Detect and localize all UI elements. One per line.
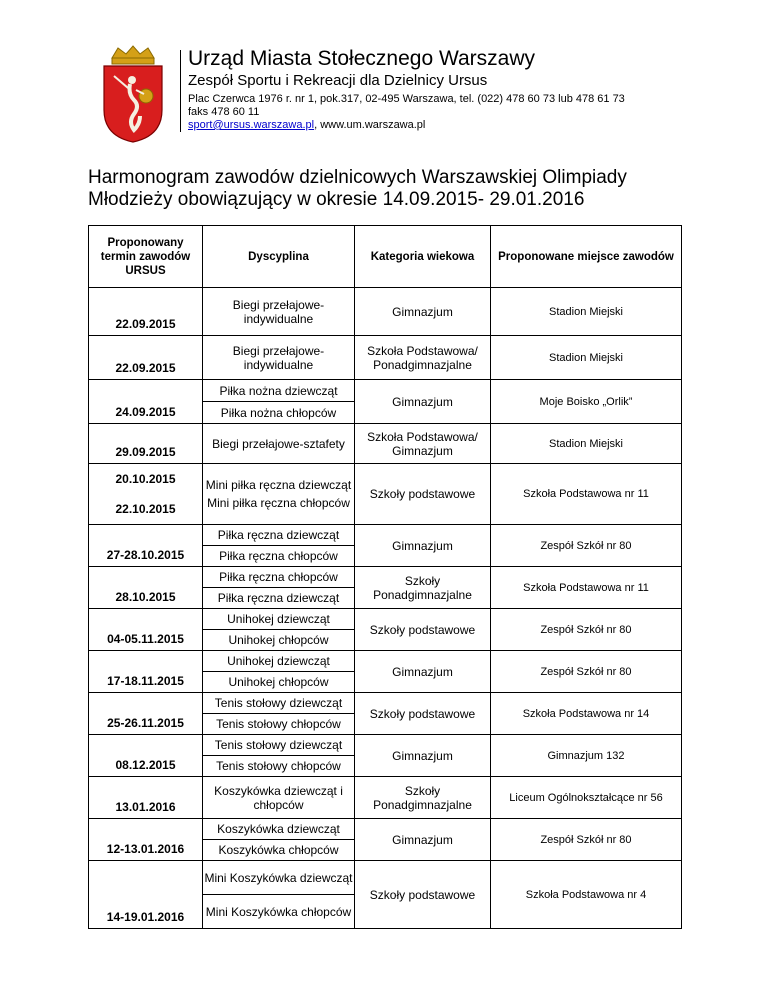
row-category: Gimnazjum [355, 819, 491, 861]
row-date: 29.09.2015 [89, 424, 203, 464]
email-link[interactable]: sport@ursus.warszawa.pl [188, 119, 315, 131]
row-discipline: Tenis stołowy chłopców [203, 714, 355, 735]
website-text: , www.um.warszawa.pl [314, 119, 426, 131]
row-date: 24.09.2015 [89, 380, 203, 424]
row-discipline: Unihokej dziewcząt [203, 609, 355, 630]
row-date-1: 20.10.2015 [115, 472, 176, 486]
org-fax: faks 478 60 11 [188, 106, 260, 118]
row-discipline: Tenis stołowy chłopców [203, 756, 355, 777]
row-date: 28.10.2015 [89, 567, 203, 609]
row-place: Stadion Miejski [491, 424, 682, 464]
table-row [89, 609, 682, 630]
title-line-2: Młodzieży obowiązujący w okresie 14.09.2015- 29.01.2016 [88, 189, 585, 210]
row-category: Szkoły Ponadgimnazjalne [355, 777, 491, 819]
row-category: Szkoły podstawowe [355, 861, 491, 929]
row-discipline [203, 464, 355, 525]
row-date: 27-28.10.2015 [89, 525, 203, 567]
row-discipline: Koszykówka chłopców [203, 840, 355, 861]
row-discipline: Piłka nożna chłopców [203, 402, 355, 424]
table-row [89, 777, 682, 819]
row-place: Stadion Miejski [491, 288, 682, 336]
table-row [89, 693, 682, 714]
row-date: 12-13.01.2016 [89, 819, 203, 861]
col-header-term: Proponowany termin zawodów URSUS [89, 226, 203, 288]
row-category: Gimnazjum [355, 380, 491, 424]
table-row [89, 464, 682, 525]
row-place: Zespół Szkół nr 80 [491, 525, 682, 567]
row-discipline: Piłka ręczna chłopców [203, 567, 355, 588]
row-discipline: Piłka nożna dziewcząt [203, 380, 355, 402]
discipline-line: Mini piłka ręczna chłopców [207, 496, 350, 510]
title-line-1: Harmonogram zawodów dzielnicowych Warszawskiej Olimpiady [88, 167, 627, 188]
table-row [89, 735, 682, 756]
org-name: Urząd Miasta Stołecznego Warszawy [188, 47, 536, 70]
row-category: Szkoły Ponadgimnazjalne [355, 567, 491, 609]
table-row [89, 651, 682, 672]
row-place: Zespół Szkół nr 80 [491, 819, 682, 861]
row-discipline: Unihokej dziewcząt [203, 651, 355, 672]
schedule-table [88, 225, 682, 929]
row-discipline: Mini Koszykówka chłopców [203, 895, 355, 929]
row-date [89, 464, 203, 525]
row-discipline: Biegi przełajowe-indywidualne [203, 336, 355, 380]
table-row [89, 525, 682, 546]
row-discipline: Mini Koszykówka dziewcząt [203, 861, 355, 895]
row-discipline: Tenis stołowy dziewcząt [203, 735, 355, 756]
row-category: Szkoły podstawowe [355, 464, 491, 525]
table-row [89, 861, 682, 895]
row-discipline: Piłka ręczna dziewcząt [203, 588, 355, 609]
row-category: Gimnazjum [355, 525, 491, 567]
row-date: 22.09.2015 [89, 336, 203, 380]
row-category: Szkoła Podstawowa/ Ponadgimnazjalne [355, 336, 491, 380]
table-row [89, 288, 682, 336]
row-category: Gimnazjum [355, 735, 491, 777]
col-header-discipline: Dyscyplina [203, 226, 355, 288]
org-contact [188, 119, 425, 132]
row-date: 08.12.2015 [89, 735, 203, 777]
row-discipline: Piłka ręczna dziewcząt [203, 525, 355, 546]
row-date-2: 22.10.2015 [115, 502, 176, 516]
table-row [89, 567, 682, 588]
table-row [89, 380, 682, 402]
row-place: Stadion Miejski [491, 336, 682, 380]
row-place: Szkoła Podstawowa nr 11 [491, 567, 682, 609]
row-date: 13.01.2016 [89, 777, 203, 819]
org-address: Plac Czerwca 1976 r. nr 1, pok.317, 02-495 Warszawa, tel. (022) 478 60 73 lub 478 61 73 [188, 93, 625, 105]
row-place: Liceum Ogólnokształcące nr 56 [491, 777, 682, 819]
row-place: Gimnazjum 132 [491, 735, 682, 777]
row-discipline: Biegi przełajowe-indywidualne [203, 288, 355, 336]
row-place: Szkoła Podstawowa nr 11 [491, 464, 682, 525]
row-date: 14-19.01.2016 [89, 861, 203, 929]
row-discipline: Koszykówka dziewcząt i chłopców [203, 777, 355, 819]
table-row [89, 336, 682, 380]
col-header-category: Kategoria wiekowa [355, 226, 491, 288]
table-row [89, 424, 682, 464]
discipline-line: Mini piłka ręczna dziewcząt [205, 478, 352, 492]
row-place: Moje Boisko „Orlik” [491, 380, 682, 424]
row-date: 04-05.11.2015 [89, 609, 203, 651]
table-row [89, 819, 682, 840]
row-discipline: Unihokej chłopców [203, 672, 355, 693]
row-category: Szkoły podstawowe [355, 609, 491, 651]
row-date: 25-26.11.2015 [89, 693, 203, 735]
row-discipline: Tenis stołowy dziewcząt [203, 693, 355, 714]
row-place: Zespół Szkół nr 80 [491, 609, 682, 651]
row-date: 22.09.2015 [89, 288, 203, 336]
org-unit: Zespół Sportu i Rekreacji dla Dzielnicy Ursus [188, 72, 488, 89]
row-category: Szkoły podstawowe [355, 693, 491, 735]
document-title [88, 167, 708, 211]
row-category: Gimnazjum [355, 651, 491, 693]
header-divider [180, 50, 181, 132]
row-category: Szkoła Podstawowa/ Gimnazjum [355, 424, 491, 464]
row-place: Szkoła Podstawowa nr 4 [491, 861, 682, 929]
col-header-place: Proponowane miejsce zawodów [491, 226, 682, 288]
row-place: Zespół Szkół nr 80 [491, 651, 682, 693]
row-discipline: Unihokej chłopców [203, 630, 355, 651]
row-place: Szkoła Podstawowa nr 14 [491, 693, 682, 735]
row-discipline: Biegi przełajowe-sztafety [203, 424, 355, 464]
row-discipline: Koszykówka dziewcząt [203, 819, 355, 840]
row-category: Gimnazjum [355, 288, 491, 336]
warsaw-coat-of-arms-logo [100, 44, 166, 144]
row-date: 17-18.11.2015 [89, 651, 203, 693]
row-discipline: Piłka ręczna chłopców [203, 546, 355, 567]
